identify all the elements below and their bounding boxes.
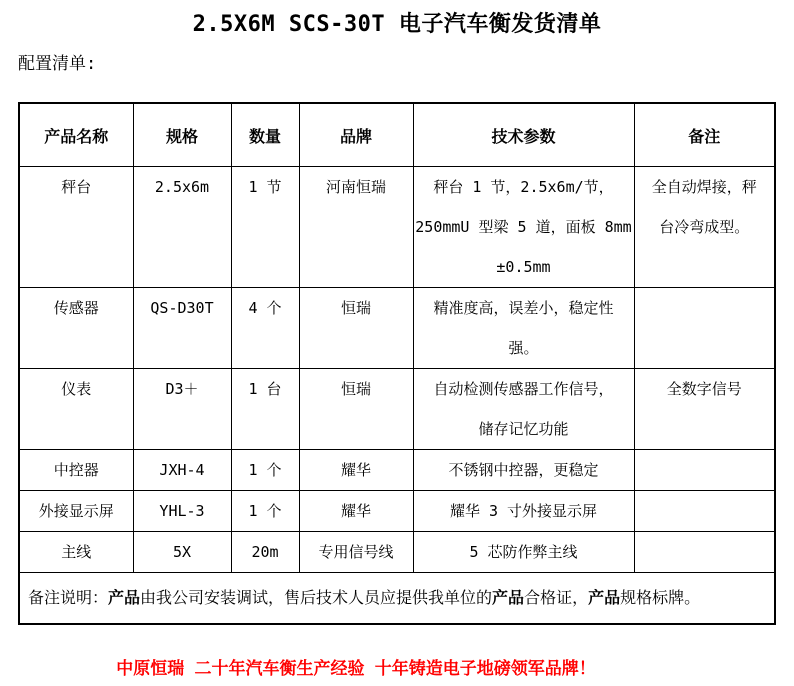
table-cell-remark xyxy=(634,288,775,369)
cell-line: 秤台 1 节，2.5x6m/节， xyxy=(433,178,614,196)
table-cell-brand xyxy=(299,288,413,369)
footer-note-segment: 产品 xyxy=(588,588,621,607)
footer-note-segment: 规格标牌。 xyxy=(620,588,701,607)
cell-line: D3＋ xyxy=(165,380,199,398)
cell-line: 耀华 3 寸外接显示屏 xyxy=(449,502,598,520)
table-body xyxy=(19,167,775,573)
cell-line: 不锈钢中控器，更稳定 xyxy=(448,461,599,479)
table-row xyxy=(19,369,775,450)
page xyxy=(0,10,794,686)
cell-line: JXH-4 xyxy=(159,461,205,479)
footer-note-cell xyxy=(19,573,775,625)
table-cell-name xyxy=(19,450,133,491)
table-cell-name xyxy=(19,369,133,450)
table-cell-remark xyxy=(634,167,775,288)
table-cell-remark xyxy=(634,532,775,573)
table-row xyxy=(19,532,775,573)
slogan-text: 中原恒瑞 二十年汽车衡生产经验 十年铸造电子地磅领军品牌！ xyxy=(116,659,596,679)
cell-line: 自动检测传感器工作信号， xyxy=(433,380,614,398)
cell-line: 外接显示屏 xyxy=(38,502,114,520)
cell-line: 耀华 xyxy=(340,502,371,520)
table-row xyxy=(19,167,775,288)
table-cell-qty xyxy=(231,450,299,491)
cell-line: 4 个 xyxy=(248,299,282,317)
footer-note-segment: 产品 xyxy=(492,588,525,607)
table-row xyxy=(19,491,775,532)
cell-line: 储存记忆功能 xyxy=(478,420,569,438)
delivery-table xyxy=(18,102,776,625)
table-cell-brand xyxy=(299,491,413,532)
table-cell-name xyxy=(19,288,133,369)
cell-line: 2.5x6m xyxy=(154,178,210,196)
cell-line: 秤台 xyxy=(61,178,92,196)
cell-line: 250mmU 型梁 5 道，面板 8mm xyxy=(415,218,632,236)
table-cell-qty xyxy=(231,532,299,573)
footer-note-segment: 产品 xyxy=(108,588,141,607)
table-cell-qty xyxy=(231,491,299,532)
table-foot xyxy=(19,573,775,625)
header-row xyxy=(19,103,775,167)
table-cell-spec xyxy=(133,288,231,369)
cell-line: 恒瑞 xyxy=(340,380,371,398)
header-cell-4: 技术参数 xyxy=(413,103,634,167)
cell-line: 5 芯防作弊主线 xyxy=(469,543,578,561)
table-cell-params xyxy=(413,450,634,491)
table-cell-qty xyxy=(231,369,299,450)
header-cell-0: 产品名称 xyxy=(19,103,133,167)
table-cell-qty xyxy=(231,288,299,369)
cell-line: YHL-3 xyxy=(159,502,205,520)
footer-note-segment: 备注说明： xyxy=(28,588,109,607)
cell-line: 中控器 xyxy=(53,461,99,479)
table-row xyxy=(19,288,775,369)
table-cell-remark xyxy=(634,450,775,491)
table-cell-params xyxy=(413,369,634,450)
footer-note-segment: 由我公司安装调试，售后技术人员应提供我单位的 xyxy=(140,588,493,607)
table-cell-spec xyxy=(133,167,231,288)
cell-line: 全数字信号 xyxy=(666,380,742,398)
table-cell-spec xyxy=(133,369,231,450)
cell-line: 5X xyxy=(172,543,192,561)
cell-line: 主线 xyxy=(61,543,92,561)
cell-line: 20m xyxy=(251,543,279,561)
footer-note-segment: 合格证， xyxy=(524,588,589,607)
table-cell-remark xyxy=(634,369,775,450)
header-cell-2: 数量 xyxy=(231,103,299,167)
header-cell-5: 备注 xyxy=(634,103,775,167)
cell-line: 台冷弯成型。 xyxy=(659,218,750,236)
table-cell-remark xyxy=(634,491,775,532)
cell-line: 全自动焊接，秤 xyxy=(651,178,757,196)
table-cell-name xyxy=(19,532,133,573)
table-cell-params xyxy=(413,532,634,573)
cell-line: 1 个 xyxy=(248,461,282,479)
table-head xyxy=(19,103,775,167)
cell-line: 恒瑞 xyxy=(340,299,371,317)
cell-line: 河南恒瑞 xyxy=(325,178,386,196)
cell-line: 精准度高，误差小，稳定性 xyxy=(433,299,614,317)
table-cell-qty xyxy=(231,167,299,288)
cell-line: 强。 xyxy=(508,339,539,357)
table-cell-params xyxy=(413,288,634,369)
cell-line: ±0.5mm xyxy=(496,258,551,276)
table-cell-brand xyxy=(299,369,413,450)
cell-line: 仪表 xyxy=(61,380,92,398)
header-cell-1: 规格 xyxy=(133,103,231,167)
table-cell-params xyxy=(413,491,634,532)
footer-row xyxy=(19,573,775,625)
table-row xyxy=(19,450,775,491)
cell-line: 1 台 xyxy=(248,380,282,398)
table-cell-spec xyxy=(133,532,231,573)
cell-line: 1 个 xyxy=(248,502,282,520)
table-cell-brand xyxy=(299,167,413,288)
cell-line: 1 节 xyxy=(248,178,282,196)
cell-line: 专用信号线 xyxy=(318,543,394,561)
table-cell-name xyxy=(19,491,133,532)
cell-line: QS-D30T xyxy=(150,299,214,317)
table-cell-name xyxy=(19,167,133,288)
header-cell-3: 品牌 xyxy=(299,103,413,167)
page-title: 2.5X6M SCS-30T 电子汽车衡发货清单 xyxy=(192,12,602,37)
table-cell-spec xyxy=(133,450,231,491)
table-cell-spec xyxy=(133,491,231,532)
table-cell-params xyxy=(413,167,634,288)
cell-line: 耀华 xyxy=(340,461,371,479)
table-cell-brand xyxy=(299,532,413,573)
table-cell-brand xyxy=(299,450,413,491)
section-label: 配置清单: xyxy=(18,54,97,74)
cell-line: 传感器 xyxy=(53,299,99,317)
